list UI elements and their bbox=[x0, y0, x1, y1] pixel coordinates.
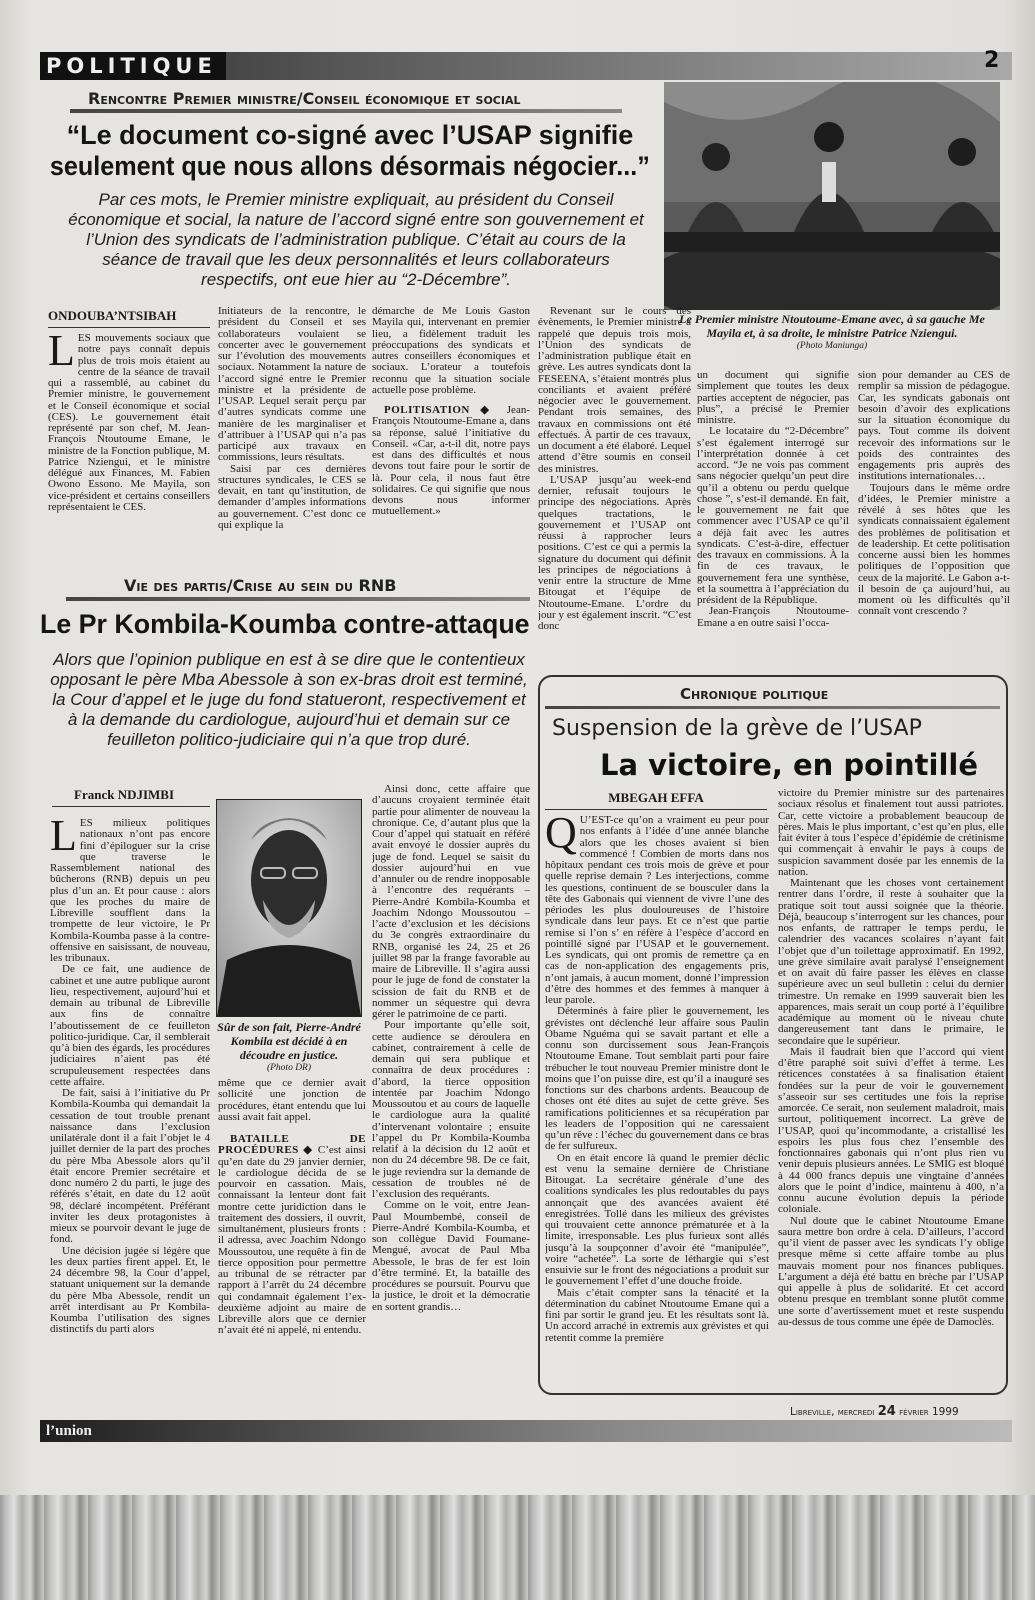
paragraph: sion pour demander au CES de remplir sa mission de pédagogue. Car, les syndicats gabonais ont besoin d’avoir des explications sur la situation économique du pays. Tout comme ils doivent recevoir des informations sur le poids des contraintes des engagements pris auprès des institutions internationales… bbox=[858, 370, 1010, 483]
headline-line-2-text: seulement que nous allons désormais négocier...” bbox=[49, 151, 650, 181]
chronique-title bbox=[600, 748, 1000, 784]
paragraph: Nul doute que le cabinet Ntoutoume Emane saura mettre bon ordre à cela. D’ailleurs, l’accord qu’il vient de passer avec les syndicats l’y oblige presque même si cette affaire tombe au plus mauvais moment pour nos finances publiques. L’argument a déjà été battu en brèche par l’USAP qui appelle à plus de solidarité. Et cet accord obtenu presque en tremblant sonne plutôt comme une sorte d’avertissement muet et reste suspendu au-dessus de tous comme une épée de Damoclès. bbox=[778, 1214, 1004, 1328]
article2-column-2 bbox=[218, 1078, 366, 1406]
paragraph bbox=[372, 405, 530, 518]
issue-date bbox=[790, 1404, 959, 1419]
paragraph: Une décision jugée si légère que les deux parties firent appel. Et, le 24 décembre 98, la Cour d’appel, statuant uniquement sur la demande du père Mba Abessole, rendit un arrêt interdisant au Pr Kombila-Koumba l’utilisation des signes distinctifs du parti alors bbox=[50, 1244, 210, 1336]
kicker-underline bbox=[70, 109, 622, 113]
paragraph: Déterminés à faire plier le gouvernement, les grévistes ont déclenché leur affaire sous Paulin Obame Nguéma qui se savait partant et elle a connu son durcissement sous Jean-François Ntoutoume Emane. Tout semblait parti pour faire trébucher le tout nouveau Premier ministre dont le moins que l’on puisse dire, est qu’il a inauguré ses fonctions sur des charbons ardents. Beaucoup de choses ont été dites au sujet de cette grève. Ses ramifications politiciennes et sa récupération par les leaders de l’opposition qui ne caressaient qu’un rêve : l’échec du gouvernement dans ce bras de fer sulfureux. bbox=[545, 1005, 769, 1153]
article2-column-3 bbox=[372, 784, 530, 1406]
paragraph: ES milieux politiques nationaux n’ont pas encore fini d’épiloguer sur la crise que traverse le Rassemblement national des bûcherons (RNB) depuis un peu plus d’un an. Et pour cause : alors que les proches du maire de Libreville soufflent dans la trompette de leur victoire, le Pr Kombila-Koumba passe à la contre-offensive en saisissant, de nouveau, les tribunaux. bbox=[50, 818, 210, 964]
drop-cap: L bbox=[48, 333, 75, 375]
article2-column-1 bbox=[50, 818, 210, 1406]
article2-kicker bbox=[124, 576, 524, 595]
paragraph: Jean-François Ntoutoume-Emane a en outre saisi l’occa- bbox=[697, 605, 849, 629]
date-day: 24 bbox=[877, 1404, 896, 1419]
paragraph: Ainsi donc, cette affaire que d’aucuns croyaient terminée était partie pour alimenter de nouveau la chronique. Ce, d’autant plus que la Cour d’appel qui statuait en référé avait envoyé le dossier auprès du juge de fond. Lequel se saisit du dossier aujourd’hui en vue d’annuler ou de rendre inopposable à l’encontre des requérants – Pierre-André Kombila-Koumba et Joachim Ndongo Moussoutou – l’acte d’exclusion et les décisions du 3e congrès extraordinaire du RNB, organisé les 24, 25 et 26 juillet 98 par la frange favorable au maire de Libreville. Il s’agira aussi pour le juge de fond de constater la scission de fait du RNB et de nommer un séquestre qui devra gérer le patrimoine de ce parti. bbox=[372, 784, 530, 1020]
subhead: BATAILLE DE PROCÉDURES ◆ bbox=[218, 1133, 366, 1157]
paragraph: victoire du Premier ministre sur des partenaires sociaux résolus et finalement tout aussi patriotes. Car, cette victoire a probablement beaucoup de pères. Mais le plus important, c’est qu’en plus, elle fait éviter à tous l’espèce d’épidémie de crétinisme qui commençait à envahir le pays à coups de suspicion savamment dosée par les ennemis de la nation. bbox=[778, 788, 1004, 878]
chronique-column-1 bbox=[545, 815, 769, 1390]
paragraph: Toujours dans le même ordre d’idées, le Premier ministre a révélé à ses hôtes que les syndicats connaissaient également des problèmes de politisation et de leadership. Et cette politisation concerne aussi bien les hommes politiques de l’opposition que ceux de la majorité. Le Gabon a-t-il besoin de ça aujourd’hui, au moment où les difficultés qu’il connaît vont crescendo ? bbox=[858, 481, 1010, 618]
photo-credit: (Photo Maniunga) bbox=[796, 341, 868, 351]
drop-cap: Q bbox=[545, 815, 577, 857]
photo-credit: (Photo DR) bbox=[266, 1063, 312, 1073]
paragraph: Mais c’était compter sans la ténacité et la détermination du cabinet Ntoutoume Emane qui a fini par sortir le grand jeu. Et les résultats sont là. Un accord arraché in extremis aux grévistes et qui retentit comme la première bbox=[545, 1286, 769, 1344]
headline-text: Le Pr Kombila-Koumba contre-attaque bbox=[39, 609, 530, 639]
paragraph-text: C’est ainsi qu’en date du 29 janvier dernier, le cardiologue décida de se pourvoir en cassation. Mais, connaissant la lenteur dont fait montre cette juridiction dans le traitement des dossiers, il ouvrit, simultanément, plusieurs fronts : il adressa, avec Joachim Ndongo Moussoutou, une requête à fin de tierce opposition pour permettre au tribunal de se rétracter par rapport à l’arrêt du 24 décembre qui condamnait également l’ex-deuxième adjoint au maire de Libreville alors que ce dernier n’avait été ni appelé, ni entendu. bbox=[218, 1144, 366, 1337]
article2-headline bbox=[40, 609, 530, 640]
chronique-byline: MBEGAH EFFA bbox=[545, 790, 767, 810]
caption-text: Sûr de son fait, Pierre-André Kombila est décidé à en découdre en justice. bbox=[217, 1020, 361, 1062]
footer-bar bbox=[40, 1420, 1012, 1442]
article1-column-6 bbox=[858, 370, 1010, 662]
kicker-underline bbox=[66, 597, 530, 601]
article1-kicker bbox=[88, 89, 618, 108]
page-number: 2 bbox=[984, 48, 1000, 73]
paragraph: Mais il faudrait bien que l’accord qui vient d’être paraphé soit suivi d’effet à terme. Les réticences constatées à sa finalisation étaient fondées sur la peur de voir le gouvernement s’asseoir sur ses certitudes une fois la reprise amorcée. Ce serait, non seulement maladroit, mais surtout, politiquement incorrect. La grève de l’USAP, quoi qu’incommodante, a cristallisé les espoirs les plus fous chez l’ensemble des fonctionnaires gabonais qui n’ont plus rien vu venir depuis plusieurs années. Le SMIG est bloqué à 44 000 francs depuis une vingtaine d’années alors que le point d’indice, maintenu à 400, n’a connu aucune évolution depuis la période coloniale. bbox=[778, 1045, 1004, 1216]
paragraph: ES mouvements sociaux que notre pays connaît depuis plus de trois mois étaient au centre de la séance de travail qui a rassemblé, au cabinet du Premier ministre, le gouvernement et le Conseil économique et social (CES). Le gouvernement était représenté par son chef, M. Jean-François Ntoutoume Emane, le ministre de la Fonction publique, M. Patrice Nziengui, et le ministre délégué aux Finances, M. Fabien Owono Essono. Me Mayila, son vice-président et certains conseillers représentaient le CES. bbox=[48, 333, 210, 513]
date-prefix: Libreville, mercredi bbox=[790, 1406, 875, 1418]
section-label: POLITIQUE bbox=[40, 52, 226, 80]
article1-headline bbox=[50, 120, 650, 182]
article2-photo-caption bbox=[214, 1020, 364, 1074]
subhead: POLITISATION ◆ bbox=[384, 404, 497, 416]
paragraph: On en était encore là quand le premier déclic est venu la semaine dernière de Christiane Bitougat. La secrétaire générale d’une des coalitions syndicales les plus redoutables du pays annonçait que des avancées avaient été enregistrées. Tollé dans les milieux des grévistes qui trouvaient cette annonce prématurée et à la limite, irresponsable. Les plus furieux sont allés jusqu’à la soupçonner d’avoir été “manipulée”, voire “achetée”. La sorte de léthargie qui s’est ensuivie sur le front des négociations a produit sur le gouvernement l’effet d’une douche froide. bbox=[545, 1151, 769, 1288]
kicker-text: Vie des partis/Crise au sein du RNB bbox=[124, 576, 397, 595]
article1-column-1 bbox=[48, 333, 210, 555]
kicker-underline bbox=[545, 706, 1000, 709]
paragraph: Maintenant que les choses vont certainement rentrer dans l’ordre, il reste à souhaiter que la pratique soit tout aussi soignée que la théorie. Déjà, beaucoup s’interrogent sur les chances, pour nos enfants, de rattraper le temps perdu, le calendrier des vacances scolaires n’ayant fait l’objet que d’un toilettage approximatif. En 1992, une grève similaire avait paralysé l’enseignement et on avait dû faire passer les élèves en classe supérieure avec un seul bulletin : celui du dernier trimestre. Un remake en 1999 sauverait bien les apparences, mais serait un coup porté à l’équilibre académique au moment où le niveau chute dangereusement tant dans le primaire, le secondaire que le supérieur. bbox=[778, 877, 1004, 1047]
paragraph: même que ce dernier avait sollicité une jonction de procédures, étant entendu que lui aussi avait fait appel. bbox=[218, 1078, 366, 1123]
paragraph: Comme on le voit, entre Jean-Paul Moumbembé, conseil de Pierre-André Kombila-Koumba, et son collègue David Foumane-Mengué, avocat de Paul Mba Abessole, le bras de fer est loin d’être terminé. Et, la bataille des procédures se poursuit. Pourvu que la justice, le droit et la démocratie en sortent grandis… bbox=[372, 1199, 530, 1313]
title-text: La victoire, en pointillé bbox=[600, 748, 979, 782]
caption-text: Le Premier ministre Ntoutoume-Emane avec, à sa gauche Me Mayila et, à sa droite, le ministre Patrice Nziengui. bbox=[679, 312, 985, 340]
paragraph: U’EST-ce qu’on a vraiment eu peur pour nos enfants à l’idée d’une année blanche alors que les choses avaient si bien commencé ! Combien de morts dans nos hôpitaux pendant ces trois mois de grève et pour quelle reprise demain ? Les interjections, comme les questions, continuent de se bousculer dans la tête des Gabonais qui viennent de vivre l’une des périodes les plus douloureuses de l’histoire syndicale dans leur pays. Et ce n’est que partie remise si l’on s’ en réfère à l’espèce d’accord en pointillé signé par l’USAP et le gouvernement. Les syndicats, qui ont promis de remettre ça en cas de non-application des engagements pris, n’ont jamais, à aucun moment, donné l’impression d’être des hommes et des femmes à manquer à leur parole. bbox=[545, 815, 769, 1006]
article1-photo bbox=[664, 82, 1000, 310]
headline-line-1-text: “Le document co-signé avec l’USAP signifie bbox=[66, 120, 634, 150]
article1-photo-caption bbox=[664, 312, 1000, 352]
paragraph: De fait, saisi à l’initiative du Pr Kombila-Koumba qui demandait la cessation de tout trouble prenant naissance dans l’exclusion unilatérale dont il a fait l’objet le 4 juillet dernier de la part des proches du père Mba Abessole alors qu’il était encore Premier secrétaire et donc numéro 2 du parti, le juge des référés s’était, en date du 12 août 98, déclaré incompétent. Préférant inviter les deux protagonistes à mieux se pourvoir devant le juge de fond. bbox=[50, 1087, 210, 1246]
paragraph: Revenant sur le cours des évènements, le Premier ministre a rappelé que depuis trois mois, l’Union des syndicats de l’administration publique était en grève. Les autres syndicats dont la FESEENA, s’étaient montrés plus conciliants et avaient préféré négocier avec le gouvernement. Pendant trois semaines, des travaux en commissions ont été effectués. À partir de ces travaux, un document a été élaboré. Lequel attend d’être soumis en conseil des ministres. bbox=[538, 306, 691, 475]
paragraph: Initiateurs de la rencontre, le président du Conseil et ses collaborateurs voulaient se concerter avec le gouvernement sur l’évolution des mouvements sociaux. Notamment la nature de l’accord signé entre le Premier ministre et la présidente de l’USAP. Lequel serait perçu par d’autres syndicats comme une manière de les marginaliser et d’attribuer à l’USAP qui n’a pas participé aux travaux en commissions, leurs résultats. bbox=[218, 306, 366, 464]
chronique-title-light bbox=[552, 716, 1002, 744]
title-light-text: Suspension de la grève de l’USAP bbox=[552, 716, 922, 741]
portrait-image bbox=[217, 800, 361, 1016]
article1-byline: ONDOUBA’NTSIBAH bbox=[48, 308, 210, 328]
paragraph: L’USAP jusqu’au week-end dernier, refusait toujours le principe des négociations. Après quelques tractations, le gouvernement et l’USAP ont réussi à rapprocher leurs positions. C’est ce qui a permis la signature du document qui définit les principes de négociations à venir entre la structure de Mme Bitougat et l’équipe de Ntoutoume-Emane. L’ordre du jour y est également inscrit. “C’est donc bbox=[538, 473, 691, 632]
paragraph-text: Jean-François Ntoutoume-Emane a, dans sa réponse, salué l’initiative du Conseil. «Car, a-t-il dit, notre pays est dans des difficultés et nous devons tout faire pour le sortir de là. Pour cela, il nous faut être solidaires. Ce qui signifie que nous devons nous informer mutuellement.» bbox=[372, 404, 530, 518]
article1-column-3 bbox=[372, 306, 530, 556]
article1-column-4 bbox=[538, 306, 691, 662]
scanner-background bbox=[0, 1495, 1035, 1600]
newspaper-brand: l’union bbox=[46, 1423, 92, 1439]
chronique-column-2 bbox=[778, 788, 1004, 1390]
meeting-photo-image bbox=[664, 82, 1000, 310]
chronique-kicker: Chronique politique bbox=[680, 685, 829, 703]
paragraph: démarche de Me Louis Gaston Mayila qui, intervenant en premier lieu, a fidèlement traduit les préoccupations des syndicats et autres conseillers économiques et sociaux. L’orateur a toutefois reconnu que la situation sociale actuelle pose problème. bbox=[372, 306, 530, 396]
article1-deck: Par ces mots, le Premier ministre expliquait, au président du Conseil économique et social, la nature de l’accord signé entre son gouvernement et l’Union des syndicats de l’administration publique. C’était au cours de la séance de travail que les deux personnalités et leurs collaborateurs respectifs, ont eue hier au “2-Décembre”. bbox=[68, 190, 644, 289]
paragraph: un document qui signifie simplement que toutes les deux parties acceptent de négocier, pas plus”, a précisé le Premier ministre. bbox=[697, 370, 849, 426]
article2-portrait-photo bbox=[216, 799, 362, 1017]
paragraph: Pour importante qu’elle soit, cette audience se déroulera en cabinet, contrairement à celle de demain qui sera publique et connaîtra de deux procédures : d’abord, la tierce opposition intentée par Joachim Ndongo Moussoutou et au cours de laquelle le cardiologue aura la qualité d’intervenant volontaire ; ensuite l’appel du Pr Kombila-Koumba relatif à la décision du 12 août et non du 24 décembre 98. De ce fait, le juge reviendra sur la demande de cessation de troubles né de l’exclusion des requérants. bbox=[372, 1019, 530, 1200]
article2-deck: Alors que l’opinion publique en est à se dire que le contentieux opposant le père Mba Abessole à son ex-bras droit est terminé, la Cour d’appel et le juge du fond statueront, respectivement et à la demande du cardiologue, aujourd’hui et demain sur ce feuilleton politico-judiciaire qui n’a que trop duré. bbox=[50, 650, 528, 749]
date-suffix: février 1999 bbox=[899, 1406, 959, 1418]
article2-byline: Franck NDJIMBI bbox=[52, 787, 210, 807]
paragraph: De ce fait, une audience de cabinet et une autre publique auront lieu, respectivement, aujourd’hui et demain au tribunal de Libreville aux fins de connaître l’aboutissement de ce feuilleton politico-juridique. Car, il semblerait qu’à bien des égards, les procédures judiciaires n’aient pas été scrupuleusement respectées dans cette affaire. bbox=[50, 963, 210, 1088]
drop-cap: L bbox=[50, 818, 77, 860]
headline-line-2 bbox=[50, 151, 650, 182]
paragraph: Le locataire du “2-Décembre” s’est également interrogé sur l’interprétation donnée à cet accord. “Je ne vois pas comment sans négocier quelqu’un peut dire qu’il a obtenu ou perdu quelque chose ”, s’est-il demandé. En fait, le gouvernement ne fait que commencer avec l’USAP ce qu’il a déjà fait avec les autres syndicats. C’est-à-dire, effectuer des travaux en commissions. À la fin de ces travaux, le gouvernement fera une synthèse, et la soumettra à l’appréciation du président de la République. bbox=[697, 425, 849, 606]
paragraph bbox=[218, 1134, 366, 1337]
headline-line-1 bbox=[50, 120, 650, 151]
paragraph: Saisi par ces dernières structures syndicales, le CES se devait, en tant qu’institution, de demander d’amples informations au gouvernement. C’est donc ce qui explique la bbox=[218, 462, 366, 531]
kicker-text: Rencontre Premier ministre/Conseil économique et social bbox=[88, 89, 521, 108]
article1-column-2 bbox=[218, 306, 366, 556]
article1-column-5 bbox=[697, 370, 849, 662]
